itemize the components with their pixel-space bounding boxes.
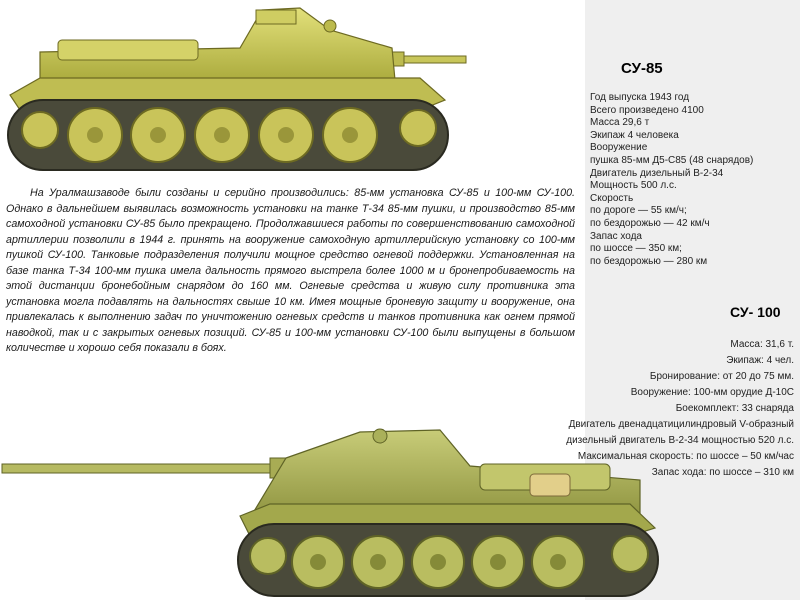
su85-spec-line: Скорость	[590, 192, 634, 204]
su100-spec-line: Масса: 31,6 т.	[730, 339, 794, 350]
su85-spec-line: пушка 85-мм Д5-С85 (48 снарядов)	[590, 154, 754, 166]
su100-spec-line: Запас хода: по шоссе – 310 км	[651, 467, 794, 478]
su100-spec-line: Максимальная скорость: по шоссе – 50 км/час	[577, 451, 794, 462]
su100-spec-line: Боекомплект: 33 снаряда	[675, 403, 794, 414]
su85-spec-line: Масса 29,6 т	[590, 117, 650, 129]
su100-spec-line: Двигатель двенадцатицилиндровый V-образный	[568, 419, 794, 430]
su85-tank-illustration	[0, 0, 470, 178]
su100-spec-line: дизельный двигатель В-2-34 мощностью 520 л.с.	[566, 435, 794, 446]
su85-spec-line: по бездорожью — 42 км/ч	[590, 217, 710, 229]
su100-tank-illustration	[0, 418, 670, 600]
su85-spec-line: по шоссе — 350 км;	[590, 243, 682, 255]
su85-title: СУ-85	[621, 60, 663, 77]
su85-spec-line: Вооружение	[590, 142, 648, 154]
su100-spec-line: Бронирование: от 20 до 75 мм.	[649, 371, 794, 382]
history-paragraph: На Уралмашзаводе были созданы и серийно производились: 85-мм установка СУ-85 и 100-мм СУ-100. Однако в дальнейшем выявилась возможность установки на танке Т-34 85-мм пушки, и производство 85-мм самоходной установки СУ-85 было прекращено. Продолжавшиеся работы по совершенствованию самоходной артиллерии позволили в 1944 г. принять на вооружение самоходную артиллерийскую установку со 100-мм пушкой СУ-100. Танковые подразделения получили мощное средство огневой поддержки. Установленная на базе танка Т-34 100-мм пушка имела дальность прямого выстрела более 1000 м и бронепробиваемость на этой дистанции бронебойным снарядом до 160 мм. Огневые средства и живую силу противника эта установка могла подавлять на дальностях свыше 10 км. Имея мощные броневую защиту и вооружение, она привлекалась к выполнению задач по уничтожению огневых средств и танков противника как огнем прямой наводкой, так и с закрытых огневых позиций. СУ-85 и 100-мм установки СУ-100 были выпущены в большом количестве и хорошо себя показали в боях.	[6, 187, 575, 354]
su85-spec-line: Двигатель дизельный В-2-34	[590, 167, 724, 179]
su85-spec-line: по дороге — 55 км/ч;	[590, 205, 687, 217]
su100-title: СУ- 100	[730, 304, 781, 320]
su85-spec-line: Всего произведено 4100	[590, 104, 704, 116]
su85-spec-line: Запас хода	[590, 230, 642, 242]
su85-spec-line: Мощность 500 л.с.	[590, 180, 677, 192]
su85-spec-line: Год выпуска 1943 год	[590, 92, 690, 103]
su100-spec-line: Экипаж: 4 чел.	[726, 355, 794, 366]
su85-spec-line: по бездорожью — 280 км	[590, 255, 708, 267]
su85-spec-list	[590, 92, 796, 268]
su85-spec-line: Экипаж 4 человека	[590, 129, 679, 141]
su100-spec-line: Вооружение: 100-мм орудие Д-10С	[630, 387, 794, 398]
